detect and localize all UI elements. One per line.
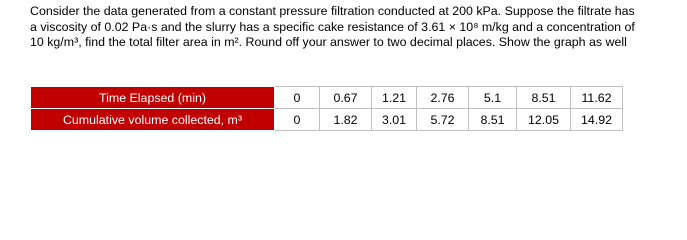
row-label-time: Time Elapsed (min) xyxy=(31,87,275,109)
table-cell: 8.51 xyxy=(517,87,571,109)
table-cell: 1.21 xyxy=(372,87,417,109)
table-cell: 0 xyxy=(275,87,320,109)
table-cell: 14.92 xyxy=(571,109,623,131)
table-cell: 8.51 xyxy=(469,109,517,131)
table-cell: 5.1 xyxy=(469,87,517,109)
table-cell: 3.01 xyxy=(372,109,417,131)
problem-line-1: Consider the data generated from a constant pressure filtration conducted at 200 kPa. Suppose the filtrate has xyxy=(30,4,635,18)
problem-line-2: a viscosity of 0.02 Pa·s and the slurry has a specific cake resistance of 3.61 × 10⁸ m/kg and a concentration of xyxy=(30,19,635,34)
problem-statement xyxy=(30,4,682,51)
problem-line-3: 10 kg/m³, find the total filter area in m². Round off your answer to two decimal places. Show the graph as well xyxy=(30,35,627,49)
table-row-time xyxy=(31,87,623,109)
filtration-data-table xyxy=(30,86,623,131)
table-cell: 12.05 xyxy=(517,109,571,131)
row-label-volume: Cumulative volume collected, m³ xyxy=(31,109,275,131)
table-cell: 5.72 xyxy=(417,109,469,131)
table-cell: 0 xyxy=(275,109,320,131)
table-cell: 1.82 xyxy=(320,109,372,131)
table-cell: 2.76 xyxy=(417,87,469,109)
table-cell: 0.67 xyxy=(320,87,372,109)
table-row-volume xyxy=(31,109,623,131)
table-cell: 11.62 xyxy=(571,87,623,109)
